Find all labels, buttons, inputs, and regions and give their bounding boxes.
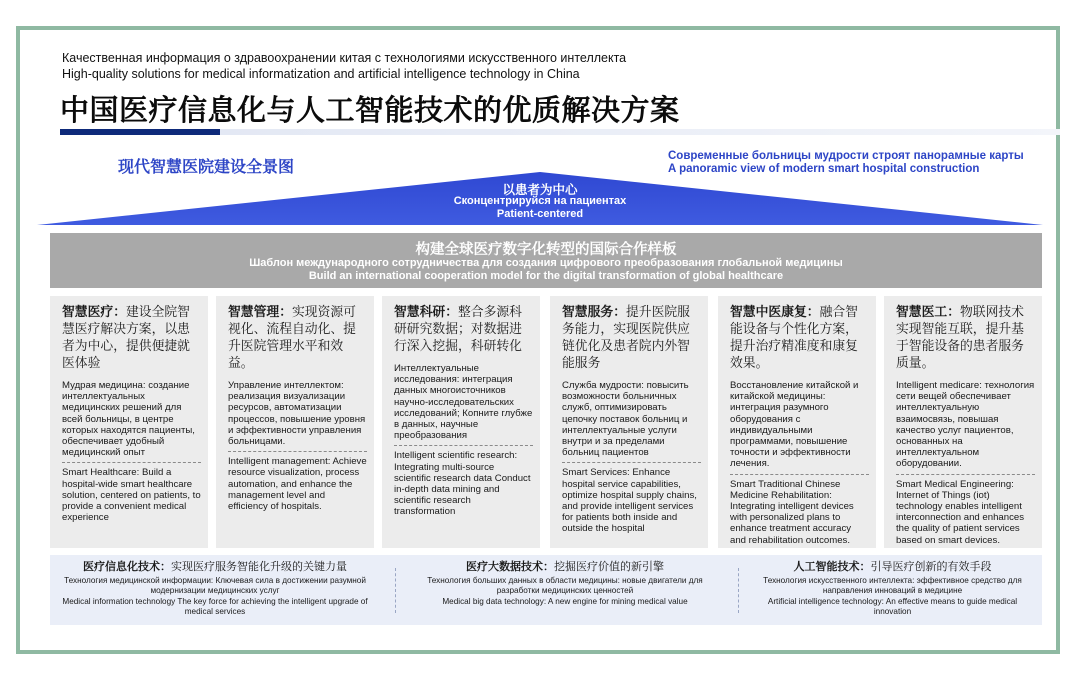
tech-text-russian: Технология медицинской информации: Ключевая сила в достижении разумной модернизации медицинских услуг (64, 576, 366, 596)
pillar-heading (730, 304, 869, 372)
pillar-heading (228, 304, 367, 372)
pillar-divider (896, 474, 1035, 475)
technology-footer (50, 555, 1042, 625)
pillar-description: 提升医院服务能力，实现医院供应链优化及患者院内外智能服务 (562, 305, 690, 371)
banner-text-english: Build an international cooperation model for the digital transformation of global healthcare (308, 270, 784, 282)
tech-text-english: Medical information technology The key force for achieving the intelligent upgrade of medical services (62, 597, 368, 617)
tech-heading (405, 558, 725, 574)
banner-text-chinese: 构建全球医疗数字化转型的国际合作样板 (415, 242, 677, 258)
pillar-title: 智慧中医康复： (730, 305, 820, 320)
subtitle-russian: Качественная информация о здравоохранении китая с технологиями искусственного интеллекта (62, 51, 627, 65)
pillar-text-english: Intelligent scientific research: Integrating multi-source scientific research data Conduct in-depth data mining and scientific research transformation (394, 450, 531, 518)
tech-text-english: Medical big data technology: A new engine for mining medical value (442, 597, 688, 606)
pillar-divider (562, 462, 701, 463)
tech-description: 挖掘医疗价值的新引擎 (554, 560, 664, 573)
pillar-text-russian: Интеллектуальные исследования: интеграция данных многоисточников научно-исследовательских исследований; Копните глубже в данных, научные преобразования (394, 363, 533, 442)
pillar-heading (62, 304, 201, 372)
pillar-text-russian: Мудрая медицина: создание интеллектуальных медицинских решений для всей больницы, в центре которых находятся пациенты, обеспечивает удобный медицинский опыт (62, 380, 195, 459)
pillar-text-english: Smart Healthcare: Build a hospital-wide smart healthcare solution, centered on patients, to provide a convenient medical experience (62, 467, 201, 524)
tech-heading (750, 558, 1035, 574)
pillar-smart-tcm-rehabilitation (718, 296, 876, 548)
pillar-text-russian: Управление интеллектом: реализация визуализации ресурсов, автоматизации процессов, повышение уровня и эффективности управления больницами. (228, 380, 366, 448)
roof-label-english: Patient-centered (496, 208, 584, 220)
subtitle-english: High-quality solutions for medical informatization and artificial intelligence technology in China (62, 67, 580, 81)
pillar-description: 融合智能设备与个性化方案，提升治疗精准度和康复效果。 (730, 305, 858, 371)
tech-text-russian: Технология искусственного интеллекта: эффективное средство для направления инноваций в медицине (763, 576, 1022, 596)
pillar-title: 智慧医工： (896, 305, 960, 320)
tech-heading (50, 558, 380, 574)
pillar-divider (730, 474, 869, 475)
tech-text-russian: Технология больших данных в области медицины: новые двигатели для разработки медицинских ценностей (427, 576, 703, 596)
pillar-description: 实现资源可视化、流程自动化、提升医院管理水平和效益。 (228, 305, 356, 371)
pillar-smart-healthcare (50, 296, 208, 548)
tech-title: 人工智能技术： (793, 560, 871, 573)
panorama-title-chinese: 现代智慧医院建设全景图 (118, 157, 295, 176)
cooperation-banner (50, 233, 1042, 288)
tech-medical-big-data (405, 555, 725, 625)
banner-text-russian: Шаблон международного сотрудничества для создания цифрового преобразования глобальной медицины (249, 257, 843, 269)
pillar-text-english: Smart Services: Enhance hospital service capabilities, optimize hospital supply chains, and provide intelligent services for patients both inside and outside the hospital (562, 467, 697, 535)
pillar-text-english: Smart Medical Engineering: Internet of Things (iot) technology enables intelligent interconnection and enhances the quality of patient services based on smart devices. (896, 478, 1025, 546)
pillar-title: 智慧管理： (228, 305, 292, 320)
tech-text-english: Artificial intelligence technology: An effective means to guide medical innovation (767, 597, 1018, 617)
page-title: 中国医疗信息化与人工智能技术的优质解决方案 (60, 93, 680, 127)
roof-label-russian: Сконцентрируйся на пациентах (453, 195, 627, 207)
pillar-heading (394, 304, 533, 355)
pillar-heading (562, 304, 701, 372)
pillar-text-russian: Служба мудрости: повысить возможности больничных служб, оптимизировать цепочку поставок больниц и интеллектуальные услуги внутри и за пределами больниц пациентов (562, 380, 689, 459)
pillar-description: 整合多源科研研究数据；对数据进行深入挖掘，科研转化 (394, 305, 522, 354)
pillar-text-russian: Восстановление китайской и китайской медицины: интеграция разумного оборудования с индивидуальными программами, повышение точности и эффективности лечения. (730, 380, 859, 470)
pillar-divider (394, 445, 533, 446)
pillar-text-english: Intelligent management: Achieve resource visualization, process automation, and enhance the management level and efficiency of hospitals. (228, 456, 367, 513)
pillar-divider (62, 462, 201, 463)
tech-artificial-intelligence (750, 555, 1035, 625)
pillar-title: 智慧医疗： (62, 305, 126, 320)
panorama-title-russian: Современные больницы мудрости строят панорамные карты (668, 150, 1024, 162)
tech-title: 医疗信息化技术： (83, 560, 171, 573)
pillar-title: 智慧科研： (394, 305, 458, 320)
pillar-smart-services (550, 296, 708, 548)
pillar-smart-management (216, 296, 374, 548)
pillar-description: 物联网技术实现智能互联，提升基于智能设备的患者服务质量。 (896, 305, 1024, 371)
tech-medical-information (50, 555, 380, 625)
pillar-divider (228, 451, 367, 452)
pillar-smart-research (382, 296, 540, 548)
pillar-text-russian: Intelligent medicare: технология сети вещей обеспечивает интеллектуальную взаимосвязь, повышая качество услуг пациентов, основанных на интеллектуальном оборудовании. (896, 380, 1035, 470)
panorama-title-english: A panoramic view of modern smart hospital construction (668, 163, 980, 175)
pillar-smart-medical-engineering (884, 296, 1042, 548)
pillar-heading (896, 304, 1035, 372)
tech-title: 医疗大数据技术： (466, 560, 554, 573)
pillar-text-english: Smart Traditional Chinese Medicine Rehabilitation: Integrating intelligent devices with personalized plans to enhance treatment accuracy and rehabilitation outcomes. (730, 478, 854, 546)
roof-label-chinese: 以患者为中心 (502, 182, 578, 197)
title-underline (60, 129, 1060, 135)
tech-description: 引导医疗创新的有效手段 (870, 560, 992, 573)
tech-divider (395, 568, 396, 613)
pillar-title: 智慧服务： (562, 305, 626, 320)
pillar-description: 建设全院智慧医疗解决方案，以患者为中心，提供便捷就医体验 (62, 305, 190, 371)
tech-description: 实现医疗服务智能化升级的关键力量 (171, 560, 347, 573)
tech-divider (738, 568, 739, 613)
